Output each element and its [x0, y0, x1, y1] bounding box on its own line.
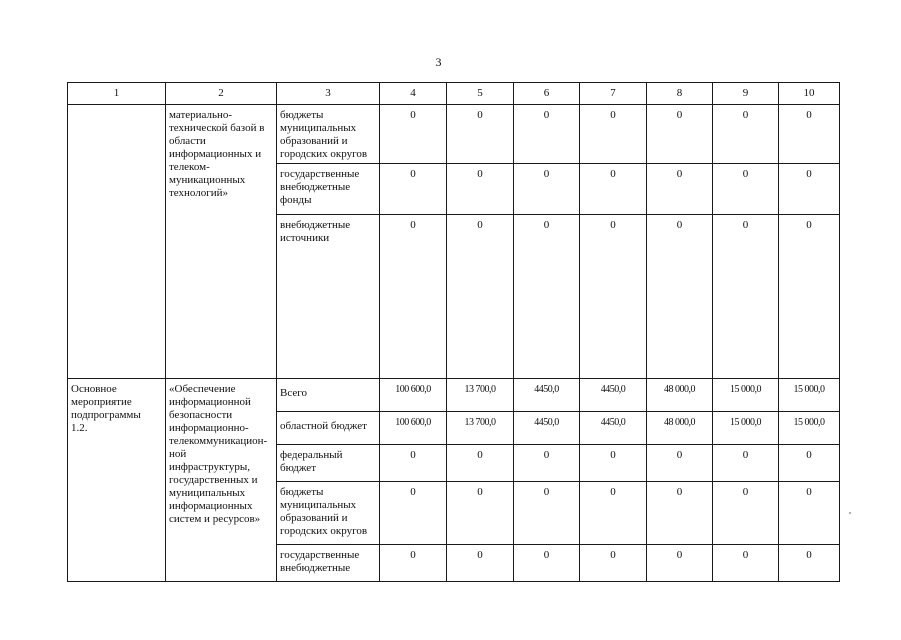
measure-label-cell — [68, 105, 166, 379]
value-cell: 0 — [647, 215, 713, 379]
value-cell: 0 — [380, 215, 447, 379]
value-cell: 0 — [779, 215, 840, 379]
header-cell: 4 — [380, 83, 447, 105]
value-cell: 0 — [380, 105, 447, 164]
value-cell: 0 — [779, 482, 840, 545]
header-cell: 6 — [514, 83, 580, 105]
table-row — [68, 379, 840, 412]
value-cell: 0 — [713, 215, 779, 379]
value-cell: 15 000,0 — [713, 379, 779, 412]
funding-source-cell: внебюджетные источники — [277, 215, 380, 379]
value-cell: 4450,0 — [580, 412, 647, 445]
value-cell: 0 — [447, 545, 514, 582]
value-cell: 0 — [713, 445, 779, 482]
funding-source-cell: Всего — [277, 379, 380, 412]
header-cell: 8 — [647, 83, 713, 105]
value-cell: 0 — [779, 164, 840, 215]
measure-label-cell: Основное мероприятие подпрограммы 1.2. — [68, 379, 166, 582]
value-cell: 0 — [580, 105, 647, 164]
funding-source-cell: областной бюджет — [277, 412, 380, 445]
value-cell: 0 — [779, 445, 840, 482]
value-cell: 100 600,0 — [380, 412, 447, 445]
value-cell: 0 — [514, 164, 580, 215]
value-cell: 4450,0 — [514, 412, 580, 445]
value-cell: 0 — [514, 105, 580, 164]
value-cell: 0 — [580, 545, 647, 582]
funding-source-cell: бюджеты муниципальных образований и городских округов — [277, 105, 380, 164]
header-row — [68, 83, 840, 105]
value-cell: 15 000,0 — [779, 412, 840, 445]
measure-name-cell: «Обеспечение информационной безопасности информационно- телекоммуникацион- ной инфраструктуры, государственных и муниципальных информационных систем и ресурсов» — [166, 379, 277, 582]
value-cell: 48 000,0 — [647, 379, 713, 412]
funding-source-cell: бюджеты муниципальных образований и городских округов — [277, 482, 380, 545]
header-cell: 9 — [713, 83, 779, 105]
funding-source-cell: государственные внебюджетные — [277, 545, 380, 582]
value-cell: 15 000,0 — [779, 379, 840, 412]
header-cell: 5 — [447, 83, 514, 105]
value-cell: 0 — [713, 545, 779, 582]
measure-name-cell: материально- технической базой в области информационных и телеком- муникационных технологий» — [166, 105, 277, 379]
value-cell: 0 — [514, 445, 580, 482]
value-cell: 0 — [647, 482, 713, 545]
value-cell: 0 — [514, 545, 580, 582]
header-cell: 3 — [277, 83, 380, 105]
value-cell: 0 — [447, 105, 514, 164]
value-cell: 0 — [580, 164, 647, 215]
value-cell: 0 — [647, 164, 713, 215]
value-cell: 4450,0 — [580, 379, 647, 412]
value-cell: 0 — [779, 105, 840, 164]
funding-source-cell: государственные внебюджетные фонды — [277, 164, 380, 215]
value-cell: 0 — [647, 445, 713, 482]
header-cell: 1 — [68, 83, 166, 105]
value-cell: 0 — [514, 215, 580, 379]
value-cell: 4450,0 — [514, 379, 580, 412]
value-cell: 0 — [380, 482, 447, 545]
value-cell: 0 — [647, 545, 713, 582]
value-cell: 13 700,0 — [447, 379, 514, 412]
value-cell: 0 — [380, 164, 447, 215]
header-cell: 10 — [779, 83, 840, 105]
value-cell: 0 — [447, 445, 514, 482]
value-cell: 48 000,0 — [647, 412, 713, 445]
scan-speck — [849, 512, 851, 514]
page-number: 3 — [435, 55, 442, 69]
value-cell: 0 — [380, 445, 447, 482]
value-cell: 0 — [713, 164, 779, 215]
value-cell: 13 700,0 — [447, 412, 514, 445]
value-cell: 0 — [514, 482, 580, 545]
value-cell: 0 — [580, 215, 647, 379]
table-row — [68, 105, 840, 164]
funding-source-cell: федеральный бюджет — [277, 445, 380, 482]
value-cell: 100 600,0 — [380, 379, 447, 412]
budget-table — [67, 82, 840, 582]
value-cell: 0 — [580, 445, 647, 482]
value-cell: 0 — [779, 545, 840, 582]
value-cell: 0 — [713, 482, 779, 545]
value-cell: 15 000,0 — [713, 412, 779, 445]
value-cell: 0 — [447, 215, 514, 379]
header-cell: 7 — [580, 83, 647, 105]
value-cell: 0 — [580, 482, 647, 545]
value-cell: 0 — [447, 164, 514, 215]
value-cell: 0 — [647, 105, 713, 164]
header-cell: 2 — [166, 83, 277, 105]
value-cell: 0 — [447, 482, 514, 545]
value-cell: 0 — [380, 545, 447, 582]
value-cell: 0 — [713, 105, 779, 164]
